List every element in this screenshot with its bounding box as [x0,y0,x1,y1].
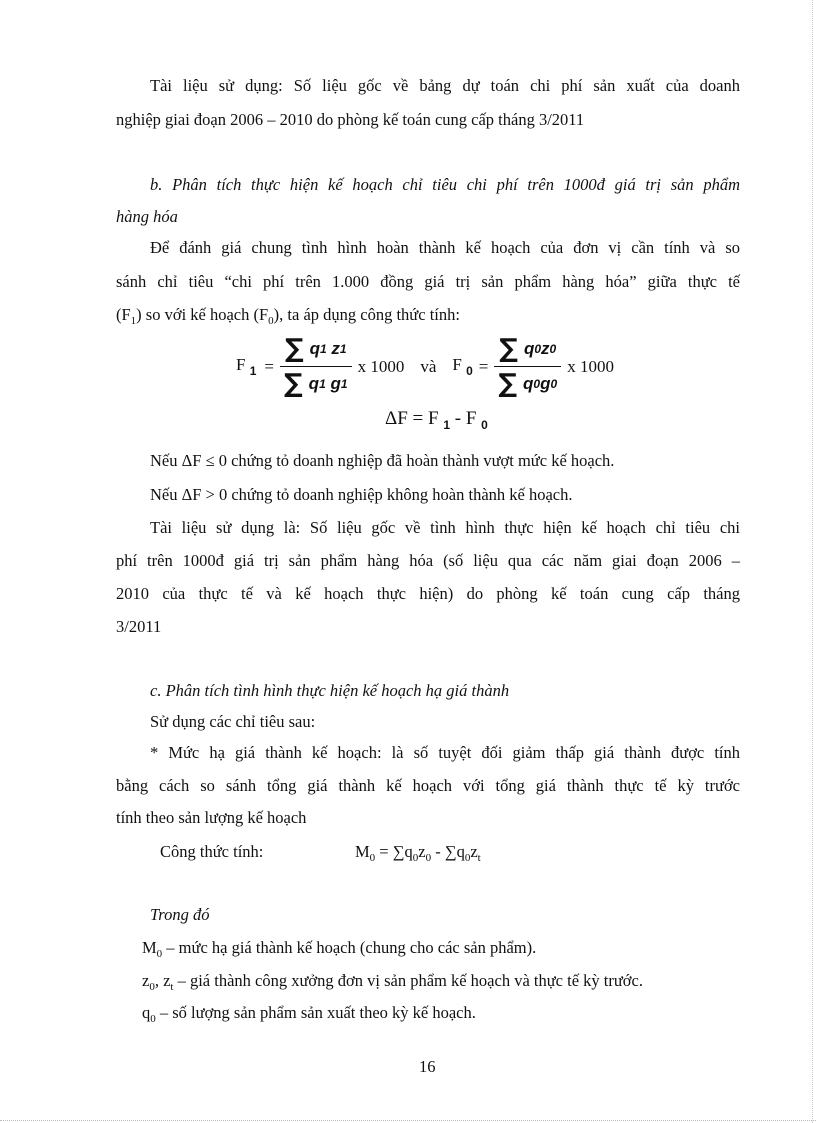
section-c-line3: bằng cách so sánh tổng giá thành kế hoạch với tổng giá thành thực tế kỳ trước [116,776,740,795]
para2-line3: 2010 của thực tế và kế hoạch thực hiện) do phòng kế toán cung cấp tháng [116,584,740,603]
section-c-line4: tính theo sản lượng kế hoạch [116,808,307,827]
page-bottom-border [0,1120,816,1121]
section-b-line1: Để đánh giá chung tình hình hoàn thành kế hoạch của đơn vị cần tính và so [150,238,740,257]
condition-1: Nếu ΔF ≤ 0 chứng tỏ doanh nghiệp đã hoàn thành vượt mức kế hoạch. [150,451,615,470]
page-number: 16 [419,1057,436,1076]
f1-fraction: ∑ q 1 z 1 ∑ q 1 g 1 [280,334,352,399]
where-q: $q_0$ – số lượng sản phẩm sản xuất theo kỳ kế hoạch. [142,1003,476,1025]
section-c-line1: Sử dụng các chỉ tiêu sau: [150,712,316,731]
f0-label: F $_0$ [452,355,473,378]
delta-f-formula: ΔF = F $_1$ - F $_0$ [385,408,488,432]
section-b-heading-cont: hàng hóa [116,207,178,226]
para2-line1: Tài liệu sử dụng là: Số liệu gốc về tình hình thực hiện kế hoạch chỉ tiêu chi [150,518,740,537]
where-heading: Trong đó [150,905,210,924]
where-m0: $M_0$ – mức hạ giá thành kế hoạch (chung cho các sản phẩm). [142,938,537,960]
where-z: $z_0$, $z_t$ – giá thành công xưởng đơn vị sản phẩm kế hoạch và thực tế kỳ trước. [142,971,643,993]
para2-line2: phí trên 1000đ giá trị sản phẩm hàng hóa (số liệu qua các năm giai đoạn 2006 – [116,551,740,570]
section-c-line2: * Mức hạ giá thành kế hoạch: là số tuyệt đối giảm thấp giá thành được tính [150,743,740,762]
formula-f: F $_1$ = ∑ q 1 z 1 ∑ q 1 g 1 x 1000 và F $_0$ = ∑ q 0 z 0 ∑ q 0 g 0 x 1000 [236,334,614,399]
section-b-line2: sánh chỉ tiêu “chi phí trên 1.000 đồng giá trị sản phẩm hàng hóa” giữa thực tế [116,272,740,291]
f1-label: F $_1$ [236,355,257,378]
para1-line2: nghiệp giai đoạn 2006 – 2010 do phòng kế toán cung cấp tháng 3/2011 [116,110,585,129]
formula-label: Công thức tính: [160,842,264,861]
para1-line1: Tài liệu sử dụng: Số liệu gốc về bảng dự toán chi phí sản xuất của doanh [150,76,740,95]
para2-line4: 3/2011 [116,617,162,636]
page-right-border [812,0,813,1123]
section-c-heading: c. Phân tích tình hình thực hiện kế hoạch hạ giá thành [150,681,510,700]
f0-fraction: ∑ q 0 z 0 ∑ q 0 g 0 [494,334,561,399]
section-b-heading: b. Phân tích thực hiện kế hoạch chỉ tiêu chi phí trên 1000đ giá trị sản phẩm [150,175,740,194]
section-b-line3: $(F_1)$ so với kế hoạch $(F_0)$, ta áp dụng công thức tính: [116,305,460,327]
m0-formula: $M_0 = \sum q_0z_0 - \sum q_0z_t$ [355,842,481,864]
condition-2: Nếu ΔF > 0 chứng tỏ doanh nghiệp không hoàn thành kế hoạch. [150,485,573,504]
